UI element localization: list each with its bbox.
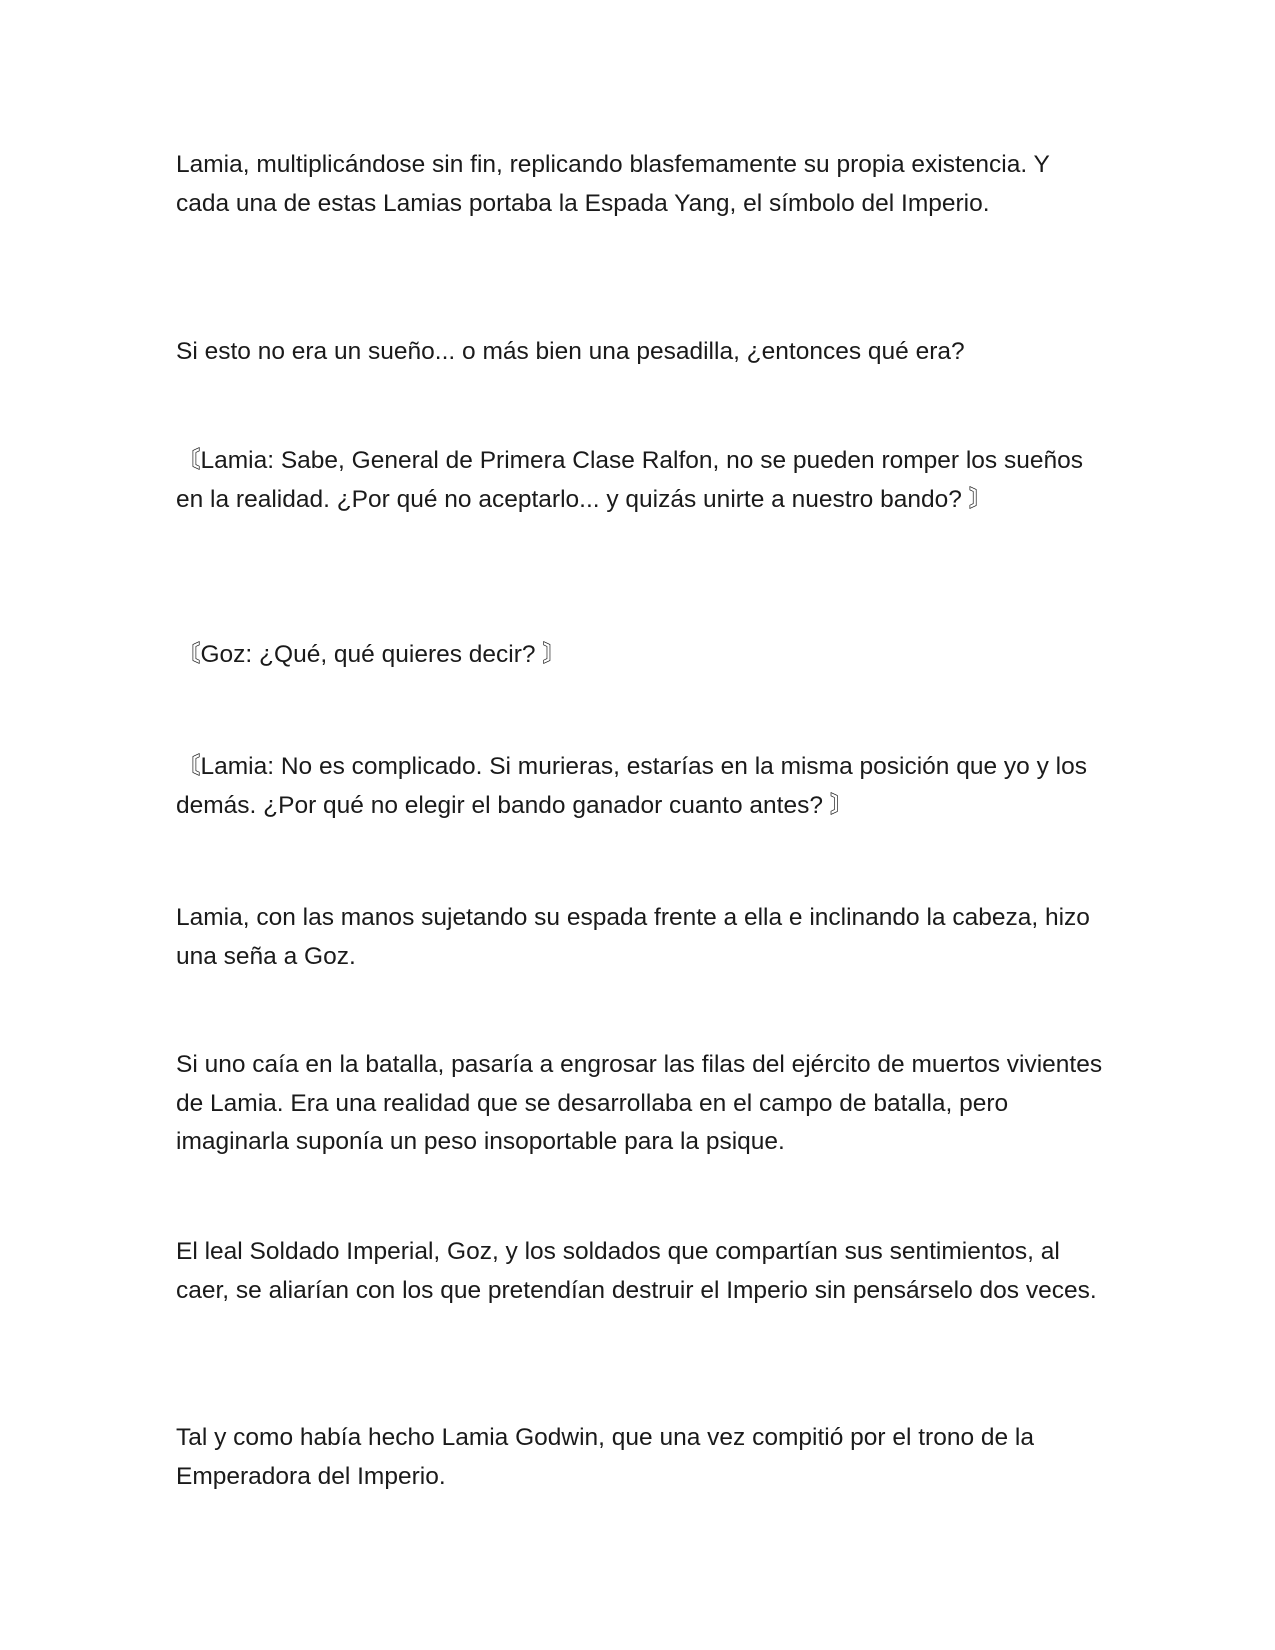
paragraph-narration: Tal y como había hecho Lamia Godwin, que una vez compitió por el trono de la Emperadora del Imperio. xyxy=(176,1424,1035,1490)
paragraph-narration: El leal Soldado Imperial, Goz, y los soldados que compartían sus sentimientos, al caer, se aliarían con los que pretendían destruir el Imperio sin pensárselo dos veces. xyxy=(176,1238,1097,1304)
paragraph-dialogue: 〘Lamia: Sabe, General de Primera Clase Ralfon, no se pueden romper los sueños en la realidad. ¿Por qué no aceptarlo... y quizás unirte a nuestro bando? 〙 xyxy=(176,447,1083,513)
paragraph-narration: Si uno caía en la batalla, pasaría a engrosar las filas del ejército de muertos vivientes de Lamia. Era una realidad que se desarrollaba en el campo de batalla, pero imaginarla suponía un peso insoportable para la psique. xyxy=(176,1051,1103,1155)
paragraph-narration: Lamia, multiplicándose sin fin, replicando blasfemamente su propia existencia. Y cada una de estas Lamias portaba la Espada Yang, el símbolo del Imperio. xyxy=(176,151,1050,217)
paragraph-narration: Si esto no era un sueño... o más bien una pesadilla, ¿entonces qué era? xyxy=(176,338,965,365)
paragraph-dialogue: 〘Goz: ¿Qué, qué quieres decir? 〙 xyxy=(176,641,567,668)
paragraph-dialogue: 〘Lamia: No es complicado. Si murieras, estarías en la misma posición que yo y los demás. ¿Por qué no elegir el bando ganador cuanto antes? 〙 xyxy=(176,753,1087,819)
paragraph-narration: Lamia, con las manos sujetando su espada frente a ella e inclinando la cabeza, hizo una seña a Goz. xyxy=(176,904,1090,970)
